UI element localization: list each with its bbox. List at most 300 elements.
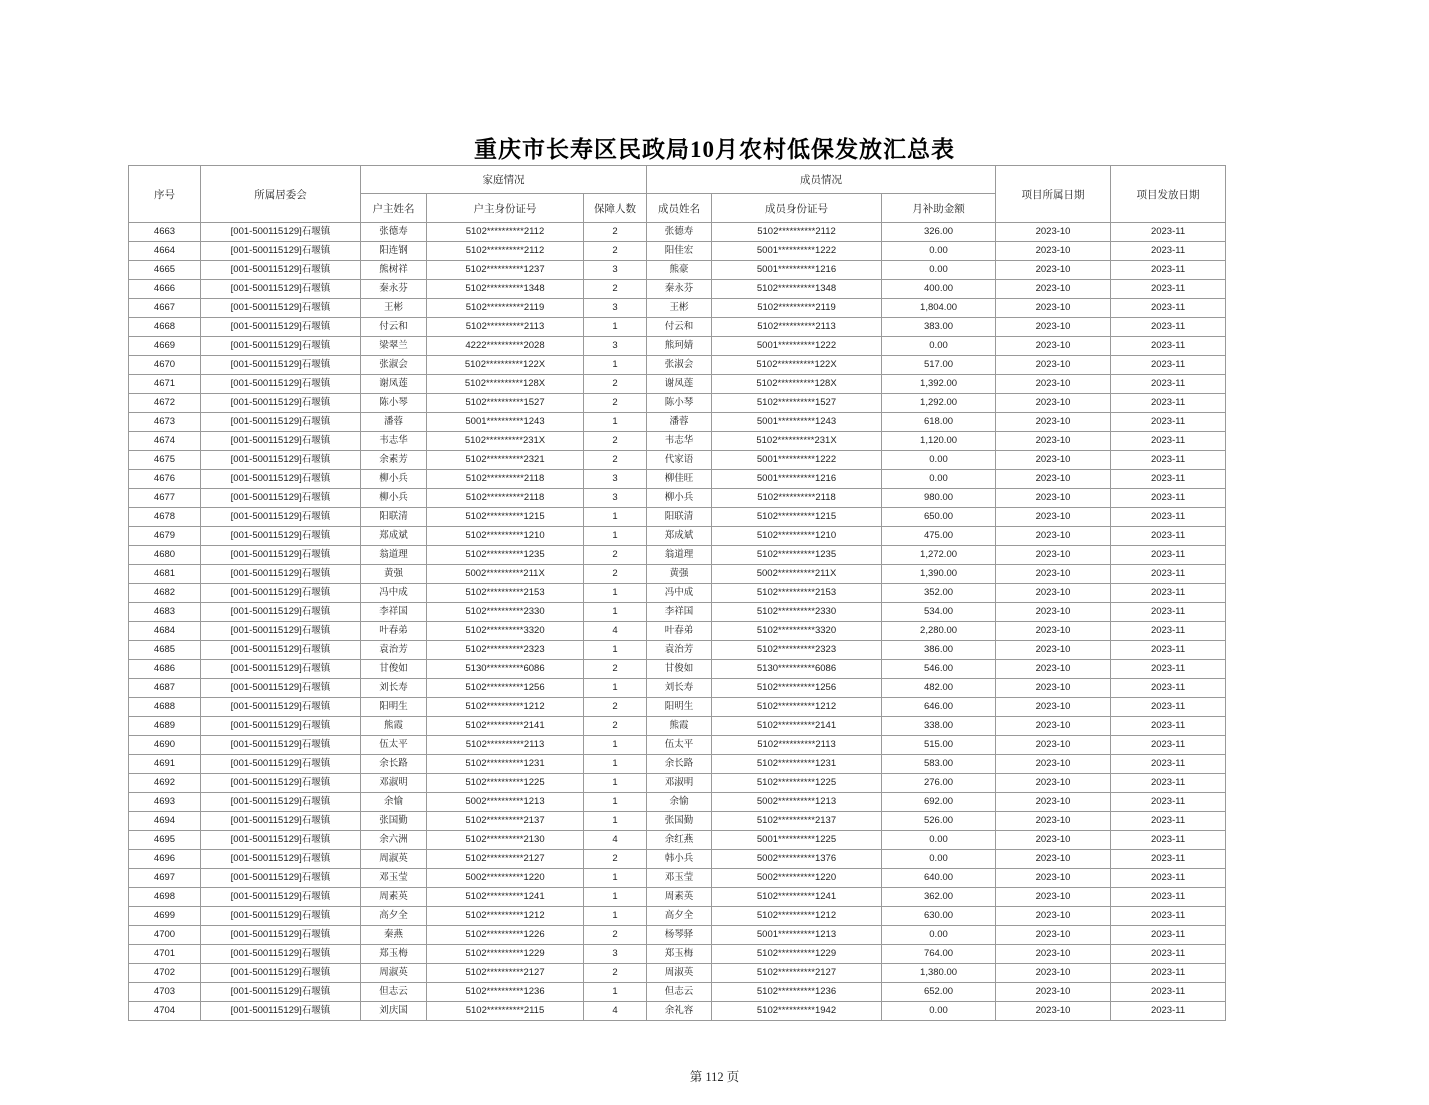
cell-issue-date: 2023-11 [1111, 394, 1226, 413]
table-row [129, 641, 1226, 660]
cell-project-date: 2023-10 [996, 926, 1111, 945]
cell-head-name: 袁治芳 [361, 641, 427, 660]
cell-insured-count: 2 [584, 964, 647, 983]
cell-committee: [001-500115129]石堰镇 [201, 945, 361, 964]
cell-insured-count: 2 [584, 375, 647, 394]
cell-member-id: 5001**********1222 [712, 242, 882, 261]
cell-project-date: 2023-10 [996, 223, 1111, 242]
cell-monthly-amount: 534.00 [882, 603, 996, 622]
cell-project-date: 2023-10 [996, 508, 1111, 527]
cell-committee: [001-500115129]石堰镇 [201, 964, 361, 983]
cell-member-id: 5001**********1222 [712, 337, 882, 356]
cell-monthly-amount: 640.00 [882, 869, 996, 888]
cell-monthly-amount: 0.00 [882, 831, 996, 850]
cell-member-id: 5102**********2323 [712, 641, 882, 660]
cell-head-name: 张国勤 [361, 812, 427, 831]
cell-project-date: 2023-10 [996, 565, 1111, 584]
cell-member-name: 柳佳旺 [647, 470, 712, 489]
cell-project-date: 2023-10 [996, 489, 1111, 508]
cell-monthly-amount: 0.00 [882, 337, 996, 356]
cell-monthly-amount: 515.00 [882, 736, 996, 755]
cell-insured-count: 3 [584, 470, 647, 489]
cell-member-name: 柳小兵 [647, 489, 712, 508]
table-row [129, 945, 1226, 964]
cell-member-name: 邓淑明 [647, 774, 712, 793]
cell-issue-date: 2023-11 [1111, 660, 1226, 679]
cell-project-date: 2023-10 [996, 584, 1111, 603]
cell-monthly-amount: 1,804.00 [882, 299, 996, 318]
cell-issue-date: 2023-11 [1111, 869, 1226, 888]
cell-serial: 4683 [129, 603, 201, 622]
cell-committee: [001-500115129]石堰镇 [201, 907, 361, 926]
cell-project-date: 2023-10 [996, 470, 1111, 489]
cell-head-id: 5102**********2127 [427, 850, 584, 869]
cell-member-id: 5102**********1235 [712, 546, 882, 565]
table-header [129, 166, 1226, 223]
cell-committee: [001-500115129]石堰镇 [201, 622, 361, 641]
cell-serial: 4676 [129, 470, 201, 489]
cell-member-name: 郑成斌 [647, 527, 712, 546]
cell-member-id: 5001**********1225 [712, 831, 882, 850]
table-row [129, 527, 1226, 546]
cell-head-name: 冯中成 [361, 584, 427, 603]
cell-serial: 4691 [129, 755, 201, 774]
cell-committee: [001-500115129]石堰镇 [201, 869, 361, 888]
cell-member-id: 5102**********1229 [712, 945, 882, 964]
table-row [129, 755, 1226, 774]
cell-member-name: 张德寿 [647, 223, 712, 242]
cell-committee: [001-500115129]石堰镇 [201, 318, 361, 337]
cell-serial: 4679 [129, 527, 201, 546]
cell-member-name: 阳联清 [647, 508, 712, 527]
cell-issue-date: 2023-11 [1111, 603, 1226, 622]
cell-member-name: 余长路 [647, 755, 712, 774]
cell-head-name: 熊霞 [361, 717, 427, 736]
cell-project-date: 2023-10 [996, 394, 1111, 413]
table-row [129, 508, 1226, 527]
cell-member-name: 韦志华 [647, 432, 712, 451]
cell-committee: [001-500115129]石堰镇 [201, 337, 361, 356]
cell-head-id: 5001**********1243 [427, 413, 584, 432]
table-row [129, 375, 1226, 394]
cell-serial: 4686 [129, 660, 201, 679]
cell-issue-date: 2023-11 [1111, 983, 1226, 1002]
cell-serial: 4689 [129, 717, 201, 736]
cell-head-name: 张淑会 [361, 356, 427, 375]
cell-project-date: 2023-10 [996, 1002, 1111, 1021]
cell-monthly-amount: 980.00 [882, 489, 996, 508]
cell-serial: 4687 [129, 679, 201, 698]
cell-insured-count: 2 [584, 926, 647, 945]
cell-monthly-amount: 0.00 [882, 1002, 996, 1021]
cell-head-name: 邓淑明 [361, 774, 427, 793]
cell-committee: [001-500115129]石堰镇 [201, 831, 361, 850]
cell-insured-count: 3 [584, 261, 647, 280]
cell-serial: 4690 [129, 736, 201, 755]
cell-member-id: 5102**********1236 [712, 983, 882, 1002]
cell-monthly-amount: 546.00 [882, 660, 996, 679]
cell-insured-count: 1 [584, 793, 647, 812]
cell-project-date: 2023-10 [996, 812, 1111, 831]
cell-project-date: 2023-10 [996, 679, 1111, 698]
cell-member-id: 5001**********1216 [712, 261, 882, 280]
cell-member-id: 5102**********3320 [712, 622, 882, 641]
cell-serial: 4668 [129, 318, 201, 337]
cell-insured-count: 2 [584, 451, 647, 470]
cell-monthly-amount: 1,120.00 [882, 432, 996, 451]
cell-committee: [001-500115129]石堰镇 [201, 394, 361, 413]
cell-member-name: 王彬 [647, 299, 712, 318]
cell-member-name: 代家语 [647, 451, 712, 470]
cell-head-id: 5102**********1527 [427, 394, 584, 413]
cell-insured-count: 1 [584, 755, 647, 774]
cell-project-date: 2023-10 [996, 983, 1111, 1002]
cell-project-date: 2023-10 [996, 527, 1111, 546]
table-row [129, 603, 1226, 622]
cell-head-id: 5102**********2118 [427, 489, 584, 508]
cell-member-id: 5102**********2113 [712, 736, 882, 755]
cell-member-id: 5102**********2153 [712, 584, 882, 603]
cell-issue-date: 2023-11 [1111, 774, 1226, 793]
cell-head-id: 4222**********2028 [427, 337, 584, 356]
cell-monthly-amount: 400.00 [882, 280, 996, 299]
cell-project-date: 2023-10 [996, 698, 1111, 717]
cell-serial: 4663 [129, 223, 201, 242]
cell-insured-count: 1 [584, 812, 647, 831]
cell-member-id: 5002**********1213 [712, 793, 882, 812]
cell-member-id: 5102**********1527 [712, 394, 882, 413]
cell-member-id: 5102**********2112 [712, 223, 882, 242]
cell-member-name: 杨琴驿 [647, 926, 712, 945]
cell-project-date: 2023-10 [996, 907, 1111, 926]
cell-insured-count: 2 [584, 280, 647, 299]
cell-issue-date: 2023-11 [1111, 679, 1226, 698]
table-row [129, 717, 1226, 736]
cell-monthly-amount: 475.00 [882, 527, 996, 546]
cell-head-name: 王彬 [361, 299, 427, 318]
cell-head-id: 5102**********2118 [427, 470, 584, 489]
cell-head-id: 5102**********1236 [427, 983, 584, 1002]
cell-member-id: 5102**********2118 [712, 489, 882, 508]
cell-insured-count: 1 [584, 508, 647, 527]
cell-insured-count: 2 [584, 242, 647, 261]
cell-head-name: 张德寿 [361, 223, 427, 242]
header-family-group: 家庭情况 [361, 166, 647, 194]
cell-member-id: 5001**********1213 [712, 926, 882, 945]
cell-committee: [001-500115129]石堰镇 [201, 698, 361, 717]
cell-issue-date: 2023-11 [1111, 584, 1226, 603]
cell-member-id: 5102**********1225 [712, 774, 882, 793]
cell-head-id: 5102**********2137 [427, 812, 584, 831]
cell-member-name: 李祥国 [647, 603, 712, 622]
cell-head-id: 5102**********128X [427, 375, 584, 394]
cell-member-name: 但志云 [647, 983, 712, 1002]
cell-member-name: 周淑英 [647, 964, 712, 983]
cell-insured-count: 1 [584, 413, 647, 432]
header-project-date: 项目所属日期 [996, 166, 1111, 223]
cell-member-id: 5102**********1215 [712, 508, 882, 527]
cell-insured-count: 2 [584, 850, 647, 869]
table-row [129, 660, 1226, 679]
cell-project-date: 2023-10 [996, 641, 1111, 660]
cell-project-date: 2023-10 [996, 546, 1111, 565]
cell-head-name: 余素芳 [361, 451, 427, 470]
cell-member-name: 余愉 [647, 793, 712, 812]
cell-head-name: 邓玉莹 [361, 869, 427, 888]
cell-insured-count: 2 [584, 660, 647, 679]
cell-committee: [001-500115129]石堰镇 [201, 470, 361, 489]
cell-serial: 4684 [129, 622, 201, 641]
cell-monthly-amount: 583.00 [882, 755, 996, 774]
table-row [129, 698, 1226, 717]
table-row [129, 280, 1226, 299]
cell-head-name: 刘庆国 [361, 1002, 427, 1021]
cell-head-id: 5102**********1215 [427, 508, 584, 527]
cell-committee: [001-500115129]石堰镇 [201, 812, 361, 831]
cell-committee: [001-500115129]石堰镇 [201, 527, 361, 546]
cell-serial: 4697 [129, 869, 201, 888]
table-row [129, 622, 1226, 641]
cell-serial: 4672 [129, 394, 201, 413]
cell-committee: [001-500115129]石堰镇 [201, 736, 361, 755]
cell-serial: 4677 [129, 489, 201, 508]
cell-project-date: 2023-10 [996, 888, 1111, 907]
cell-head-id: 5102**********2323 [427, 641, 584, 660]
cell-member-name: 余礼容 [647, 1002, 712, 1021]
cell-serial: 4696 [129, 850, 201, 869]
cell-insured-count: 1 [584, 774, 647, 793]
cell-project-date: 2023-10 [996, 964, 1111, 983]
cell-head-name: 秦永芬 [361, 280, 427, 299]
table-row [129, 869, 1226, 888]
cell-issue-date: 2023-11 [1111, 736, 1226, 755]
cell-head-id: 5102**********2330 [427, 603, 584, 622]
cell-insured-count: 2 [584, 546, 647, 565]
cell-member-name: 谢凤莲 [647, 375, 712, 394]
cell-head-name: 刘长寿 [361, 679, 427, 698]
cell-head-id: 5102**********1235 [427, 546, 584, 565]
cell-member-name: 张淑会 [647, 356, 712, 375]
cell-monthly-amount: 1,272.00 [882, 546, 996, 565]
cell-serial: 4704 [129, 1002, 201, 1021]
header-head-name: 户主姓名 [361, 194, 427, 223]
table-row [129, 299, 1226, 318]
cell-member-id: 5102**********2141 [712, 717, 882, 736]
cell-serial: 4700 [129, 926, 201, 945]
cell-project-date: 2023-10 [996, 850, 1111, 869]
cell-head-id: 5102**********2119 [427, 299, 584, 318]
cell-project-date: 2023-10 [996, 318, 1111, 337]
cell-member-name: 熊珂婧 [647, 337, 712, 356]
cell-head-name: 余长路 [361, 755, 427, 774]
cell-insured-count: 3 [584, 945, 647, 964]
cell-head-id: 5102**********1210 [427, 527, 584, 546]
cell-head-id: 5002**********1213 [427, 793, 584, 812]
cell-member-id: 5102**********1210 [712, 527, 882, 546]
cell-monthly-amount: 0.00 [882, 451, 996, 470]
cell-member-name: 熊豪 [647, 261, 712, 280]
table-row [129, 356, 1226, 375]
table-row [129, 584, 1226, 603]
table-row [129, 394, 1226, 413]
cell-head-name: 周淑英 [361, 850, 427, 869]
cell-head-id: 5102**********2112 [427, 223, 584, 242]
cell-serial: 4685 [129, 641, 201, 660]
cell-issue-date: 2023-11 [1111, 413, 1226, 432]
header-issue-date: 项目发放日期 [1111, 166, 1226, 223]
summary-table-container [128, 165, 1225, 1021]
cell-head-id: 5102**********1226 [427, 926, 584, 945]
cell-serial: 4681 [129, 565, 201, 584]
cell-project-date: 2023-10 [996, 432, 1111, 451]
cell-member-name: 熊霞 [647, 717, 712, 736]
cell-member-name: 阳佳宏 [647, 242, 712, 261]
cell-head-name: 黄强 [361, 565, 427, 584]
cell-insured-count: 1 [584, 679, 647, 698]
cell-committee: [001-500115129]石堰镇 [201, 432, 361, 451]
cell-serial: 4693 [129, 793, 201, 812]
cell-head-id: 5102**********1348 [427, 280, 584, 299]
cell-project-date: 2023-10 [996, 869, 1111, 888]
cell-insured-count: 4 [584, 1002, 647, 1021]
cell-committee: [001-500115129]石堰镇 [201, 413, 361, 432]
cell-project-date: 2023-10 [996, 261, 1111, 280]
header-serial: 序号 [129, 166, 201, 223]
cell-head-id: 5102**********3320 [427, 622, 584, 641]
cell-serial: 4688 [129, 698, 201, 717]
cell-committee: [001-500115129]石堰镇 [201, 983, 361, 1002]
cell-member-id: 5002**********1376 [712, 850, 882, 869]
cell-serial: 4703 [129, 983, 201, 1002]
cell-monthly-amount: 1,380.00 [882, 964, 996, 983]
cell-committee: [001-500115129]石堰镇 [201, 774, 361, 793]
table-row [129, 451, 1226, 470]
cell-issue-date: 2023-11 [1111, 261, 1226, 280]
cell-insured-count: 1 [584, 318, 647, 337]
cell-insured-count: 1 [584, 603, 647, 622]
header-member-group: 成员情况 [647, 166, 996, 194]
cell-issue-date: 2023-11 [1111, 641, 1226, 660]
header-insured-count: 保障人数 [584, 194, 647, 223]
cell-member-name: 伍太平 [647, 736, 712, 755]
cell-monthly-amount: 517.00 [882, 356, 996, 375]
cell-head-name: 郑玉梅 [361, 945, 427, 964]
table-row [129, 223, 1226, 242]
cell-head-id: 5002**********1220 [427, 869, 584, 888]
cell-head-name: 甘俊如 [361, 660, 427, 679]
cell-issue-date: 2023-11 [1111, 223, 1226, 242]
cell-member-name: 潘蓉 [647, 413, 712, 432]
cell-head-name: 韦志华 [361, 432, 427, 451]
cell-committee: [001-500115129]石堰镇 [201, 242, 361, 261]
cell-issue-date: 2023-11 [1111, 888, 1226, 907]
cell-project-date: 2023-10 [996, 280, 1111, 299]
cell-monthly-amount: 1,292.00 [882, 394, 996, 413]
cell-project-date: 2023-10 [996, 755, 1111, 774]
cell-issue-date: 2023-11 [1111, 356, 1226, 375]
cell-issue-date: 2023-11 [1111, 755, 1226, 774]
cell-member-name: 阳明生 [647, 698, 712, 717]
cell-project-date: 2023-10 [996, 413, 1111, 432]
cell-issue-date: 2023-11 [1111, 812, 1226, 831]
cell-insured-count: 3 [584, 337, 647, 356]
cell-issue-date: 2023-11 [1111, 850, 1226, 869]
cell-project-date: 2023-10 [996, 622, 1111, 641]
cell-head-name: 谢凤莲 [361, 375, 427, 394]
cell-committee: [001-500115129]石堰镇 [201, 888, 361, 907]
cell-project-date: 2023-10 [996, 375, 1111, 394]
cell-insured-count: 2 [584, 223, 647, 242]
cell-member-id: 5102**********1256 [712, 679, 882, 698]
cell-insured-count: 4 [584, 622, 647, 641]
cell-monthly-amount: 526.00 [882, 812, 996, 831]
cell-monthly-amount: 352.00 [882, 584, 996, 603]
cell-serial: 4665 [129, 261, 201, 280]
cell-head-name: 伍太平 [361, 736, 427, 755]
cell-member-id: 5102**********122X [712, 356, 882, 375]
cell-insured-count: 3 [584, 299, 647, 318]
page-title: 重庆市长寿区民政局10月农村低保发放汇总表 [474, 137, 955, 162]
cell-member-name: 韩小兵 [647, 850, 712, 869]
cell-member-id: 5102**********2127 [712, 964, 882, 983]
cell-committee: [001-500115129]石堰镇 [201, 280, 361, 299]
table-row [129, 831, 1226, 850]
header-group-row [129, 166, 1226, 194]
cell-committee: [001-500115129]石堰镇 [201, 375, 361, 394]
table-row [129, 736, 1226, 755]
cell-head-name: 周淑英 [361, 964, 427, 983]
cell-serial: 4669 [129, 337, 201, 356]
cell-serial: 4695 [129, 831, 201, 850]
cell-issue-date: 2023-11 [1111, 451, 1226, 470]
cell-member-name: 刘长寿 [647, 679, 712, 698]
cell-insured-count: 1 [584, 888, 647, 907]
cell-monthly-amount: 326.00 [882, 223, 996, 242]
cell-head-id: 5102**********1229 [427, 945, 584, 964]
table-row [129, 793, 1226, 812]
cell-head-name: 梁翠兰 [361, 337, 427, 356]
cell-head-id: 5102**********2112 [427, 242, 584, 261]
cell-issue-date: 2023-11 [1111, 432, 1226, 451]
cell-monthly-amount: 0.00 [882, 470, 996, 489]
cell-head-name: 余六洲 [361, 831, 427, 850]
cell-insured-count: 2 [584, 717, 647, 736]
cell-issue-date: 2023-11 [1111, 527, 1226, 546]
cell-head-name: 周素英 [361, 888, 427, 907]
table-row [129, 774, 1226, 793]
cell-member-id: 5102**********2330 [712, 603, 882, 622]
cell-member-id: 5102**********2119 [712, 299, 882, 318]
cell-insured-count: 2 [584, 432, 647, 451]
cell-head-name: 翁道理 [361, 546, 427, 565]
cell-member-name: 余红燕 [647, 831, 712, 850]
cell-member-id: 5102**********128X [712, 375, 882, 394]
cell-member-id: 5002**********1220 [712, 869, 882, 888]
header-member-name: 成员姓名 [647, 194, 712, 223]
cell-issue-date: 2023-11 [1111, 793, 1226, 812]
cell-committee: [001-500115129]石堰镇 [201, 223, 361, 242]
cell-monthly-amount: 0.00 [882, 261, 996, 280]
cell-member-name: 叶春弟 [647, 622, 712, 641]
cell-head-id: 5102**********2115 [427, 1002, 584, 1021]
cell-project-date: 2023-10 [996, 337, 1111, 356]
table-row [129, 1002, 1226, 1021]
cell-member-id: 5130**********6086 [712, 660, 882, 679]
table-row [129, 413, 1226, 432]
cell-serial: 4698 [129, 888, 201, 907]
cell-head-id: 5102**********2130 [427, 831, 584, 850]
cell-issue-date: 2023-11 [1111, 470, 1226, 489]
